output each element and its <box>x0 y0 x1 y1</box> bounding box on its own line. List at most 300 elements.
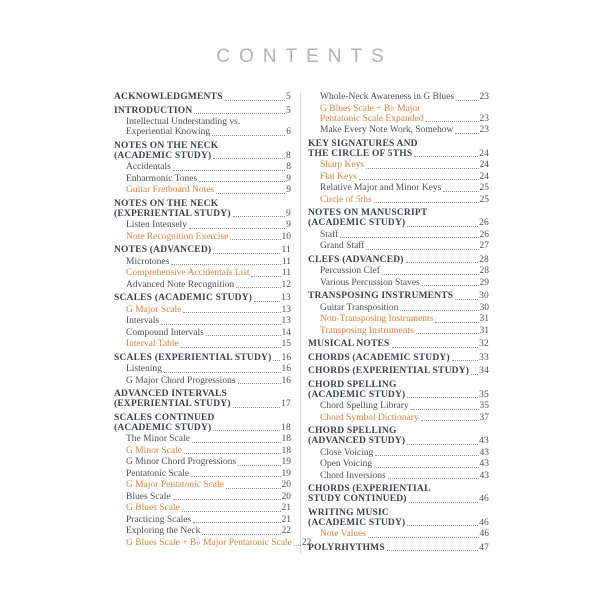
toc-entry-last-line <box>308 366 489 376</box>
toc-sub-entry <box>308 104 489 124</box>
dotted-leader <box>182 511 281 512</box>
toc-sub-entry <box>308 401 489 411</box>
toc-section-entry <box>308 380 489 400</box>
page-number: 24 <box>479 160 489 170</box>
toc-entry-last-line <box>126 469 291 479</box>
toc-sub-entry <box>114 376 291 386</box>
toc-entry-last-line <box>126 503 291 513</box>
toc-entry-title: Advanced Note Recognition <box>126 279 235 290</box>
dotted-leader <box>388 478 479 479</box>
toc-section-entry <box>308 339 489 349</box>
toc-entry-title: STUDY CONTINUED) <box>308 494 407 504</box>
toc-sub-entry <box>308 314 489 324</box>
toc-entry-last-line <box>126 457 291 467</box>
toc-entry-title: Staff <box>320 229 339 240</box>
toc-sub-entry <box>114 328 291 338</box>
toc-entry-title: Open Voicing <box>320 459 373 469</box>
dotted-leader <box>407 525 478 526</box>
page-number: 46 <box>479 517 489 528</box>
page-number: 23 <box>479 92 489 102</box>
toc-entry-title: Accidentals <box>126 162 171 172</box>
toc-entry-last-line <box>114 92 291 102</box>
toc-entry-title: Close Voicing <box>320 447 374 458</box>
toc-entry-title: G Minor Chord Progressions <box>126 457 237 467</box>
page-number: 24 <box>479 171 489 182</box>
toc-section-entry <box>308 255 489 265</box>
toc-entry-last-line <box>126 446 291 456</box>
dotted-leader <box>194 113 285 114</box>
toc-section-entry <box>308 208 489 228</box>
toc-section-entry <box>308 484 489 504</box>
dotted-leader <box>407 444 478 445</box>
toc-entry-title: Make Every Note Work, Somehow <box>320 125 454 135</box>
page-number: 16 <box>281 375 291 386</box>
toc-entry-last-line <box>126 339 291 349</box>
toc-entry-last-line <box>126 480 291 490</box>
dotted-leader <box>406 262 478 263</box>
toc-sub-entry <box>114 480 291 490</box>
toc-entry-title: (ADVANCED STUDY) <box>308 436 406 446</box>
toc-sub-entry <box>308 172 489 182</box>
toc-entry-last-line <box>308 518 489 528</box>
toc-entry-title: ACKNOWLEDGMENTS <box>114 92 223 102</box>
dotted-leader <box>216 193 285 194</box>
toc-entry-last-line <box>320 241 489 251</box>
toc-sub-entry <box>114 457 291 467</box>
toc-entry-line: ADVANCED INTERVALS <box>114 389 227 399</box>
toc-entry-last-line <box>126 232 291 242</box>
page-number: 19 <box>281 468 291 479</box>
toc-entry-title: Sharp Keys <box>320 160 365 170</box>
toc-sub-entry <box>114 305 291 315</box>
page-number: 21 <box>281 514 291 525</box>
toc-sub-entry <box>114 232 291 242</box>
dotted-leader <box>273 360 280 361</box>
toc-sub-entry <box>308 413 489 423</box>
toc-entry-title: Circle of 5ths <box>320 194 372 205</box>
toc-sub-entry <box>308 529 489 539</box>
dotted-leader <box>183 312 280 313</box>
dotted-leader <box>202 534 280 535</box>
dotted-leader <box>455 299 478 300</box>
page-number: 18 <box>281 434 291 444</box>
toc-sub-entry <box>308 266 489 276</box>
page-number: 20 <box>281 480 291 490</box>
toc-entry-line: NOTES ON MANUSCRIPT <box>308 208 428 218</box>
toc-entry-last-line <box>126 185 291 195</box>
toc-section-entry <box>114 141 291 161</box>
dotted-leader <box>471 374 478 375</box>
toc-entry-line: CHORD SPELLING <box>308 426 397 436</box>
toc-section-entry <box>114 389 291 409</box>
dotted-leader <box>425 121 478 122</box>
toc-entry-title: INTRODUCTION <box>114 105 193 116</box>
toc-entry-last-line <box>126 376 291 386</box>
toc-entry-title: The Minor Scale <box>126 434 190 444</box>
toc-entry-line: Intellectual Understanding vs. <box>126 117 241 127</box>
toc-entry-line: SCALES CONTINUED <box>114 412 215 423</box>
toc-entry-last-line <box>308 543 489 553</box>
toc-sub-entry <box>114 537 312 548</box>
page-number: 19 <box>281 457 291 467</box>
toc-entry-last-line <box>320 278 489 288</box>
dotted-leader <box>233 216 285 217</box>
toc-entry-title: Chord Inversions <box>320 470 386 481</box>
toc-entry-last-line <box>114 423 291 433</box>
toc-entry-title: CHORDS (EXPERIENTIAL STUDY) <box>308 366 470 376</box>
toc-entry-last-line <box>308 436 489 446</box>
toc-entry-last-line <box>320 125 489 135</box>
toc-section-entry <box>308 366 489 376</box>
toc-sub-entry <box>114 434 291 444</box>
toc-entry-last-line <box>308 390 489 400</box>
toc-section-entry <box>114 245 291 255</box>
toc-section-entry <box>308 426 489 446</box>
toc-section-entry <box>308 508 489 528</box>
toc-sub-entry <box>308 195 489 205</box>
toc-entry-title: THE CIRCLE OF 5THS <box>308 148 413 159</box>
toc-entry-title: Flat Keys <box>320 171 357 182</box>
dotted-leader <box>226 488 281 489</box>
page-number: 37 <box>479 412 489 423</box>
toc-entry-last-line <box>320 230 489 240</box>
toc-section-entry <box>114 413 291 433</box>
dotted-leader <box>435 322 478 323</box>
page-number: 22 <box>281 526 291 536</box>
page-number: 27 <box>479 241 489 251</box>
toc-entry-last-line <box>126 515 291 525</box>
toc-sub-entry <box>308 160 489 170</box>
toc-sub-entry <box>308 459 489 469</box>
page-number: 5 <box>286 105 291 116</box>
toc-entry-last-line <box>320 529 489 539</box>
toc-sub-entry <box>114 339 291 349</box>
page-number: 18 <box>281 422 291 433</box>
toc-entry-last-line <box>114 353 291 363</box>
page-number: 11 <box>281 256 291 267</box>
toc-entry-last-line <box>320 195 489 205</box>
page-number: 43 <box>479 436 489 446</box>
page-number: 11 <box>281 268 291 278</box>
toc-sub-entry <box>308 303 489 313</box>
toc-entry-line: WRITING MUSIC <box>308 507 389 518</box>
page-number: 9 <box>286 173 291 184</box>
dotted-leader <box>456 100 478 101</box>
page-number: 9 <box>286 185 291 195</box>
toc-entry-title: Pentatonic Scale Expanded <box>320 113 424 124</box>
toc-sub-entry <box>114 492 291 502</box>
toc-entry-last-line <box>308 291 489 301</box>
toc-entry-last-line <box>320 303 489 313</box>
toc-sub-entry <box>114 174 291 184</box>
page-number: 30 <box>479 291 489 301</box>
toc-section-entry <box>114 353 291 363</box>
dotted-leader <box>173 499 281 500</box>
dotted-leader <box>387 550 478 551</box>
toc-entry-title: TRANSPOSING INSTRUMENTS <box>308 291 454 301</box>
toc-entry-title: (EXPERIENTIAL STUDY) <box>114 399 231 409</box>
toc-sub-entry <box>308 471 489 481</box>
toc-entry-title: Non-Transposing Instruments <box>320 314 434 324</box>
page-number: 10 <box>281 231 291 242</box>
toc-entry-title: Compound Intervals <box>126 327 204 338</box>
dotted-leader <box>206 335 281 336</box>
dotted-leader <box>236 287 280 288</box>
page-number: 8 <box>286 162 291 172</box>
toc-entry-line: NOTES ON THE NECK <box>114 140 219 151</box>
toc-entry-last-line <box>320 401 489 411</box>
dotted-leader <box>392 347 479 348</box>
toc-entry-title: CLEFS (ADVANCED) <box>308 254 404 265</box>
dotted-leader <box>366 249 478 250</box>
toc-sub-entry <box>308 230 489 240</box>
page-number: 29 <box>479 277 489 288</box>
toc-entry-title: G Blues Scale + B♭ Major Pentatonic Scale <box>126 537 292 548</box>
dotted-leader <box>366 168 478 169</box>
page-number: 17 <box>281 399 291 409</box>
toc-entry-title: Listen Intensely <box>126 220 187 230</box>
toc-entry-last-line <box>126 305 291 315</box>
dotted-leader <box>407 397 478 398</box>
page-number: 13 <box>281 316 291 326</box>
toc-sub-entry <box>114 446 291 456</box>
toc-section-entry <box>308 353 489 363</box>
dotted-leader <box>254 301 280 302</box>
dotted-leader <box>359 179 479 180</box>
toc-entry-title: Pentatonic Scale <box>126 468 190 479</box>
toc-sub-entry <box>114 185 291 195</box>
toc-entry-title: Microtones <box>126 256 170 267</box>
page-number: 35 <box>479 389 489 400</box>
toc-entry-title: (ACADEMIC STUDY) <box>114 150 212 161</box>
toc-entry-line: NOTES ON THE NECK <box>114 198 219 209</box>
toc-entry-title: Exploring the Neck <box>126 526 201 536</box>
page-number: 13 <box>281 293 291 303</box>
page-number: 13 <box>281 304 291 315</box>
toc-sub-entry <box>114 515 291 525</box>
toc-entry-last-line <box>320 471 489 481</box>
dotted-leader <box>409 502 478 503</box>
toc-sub-entry <box>114 257 291 267</box>
toc-entry-title: (ACADEMIC STUDY) <box>114 422 212 433</box>
toc-entry-last-line <box>126 364 291 374</box>
toc-entry-title: Grand Staff <box>320 241 365 251</box>
toc-entry-title: Note Recognition Exercise <box>126 231 229 242</box>
page-number: 26 <box>479 218 489 228</box>
toc-entry-title: G Major Chord Progressions <box>126 375 236 386</box>
dotted-leader <box>375 455 478 456</box>
toc-entry-last-line <box>126 257 291 267</box>
toc-entry-title: (ACADEMIC STUDY) <box>308 517 406 528</box>
toc-entry-title: Experiential Knowing <box>126 127 211 137</box>
dotted-leader <box>238 383 281 384</box>
toc-entry-title: Transposing Instruments <box>320 325 414 336</box>
toc-entry-title: Percussion Clef <box>320 266 380 276</box>
toc-entry-line: KEY SIGNATURES AND <box>308 138 418 149</box>
toc-sub-entry <box>308 448 489 458</box>
toc-sub-entry <box>114 526 291 536</box>
toc-entry-title: Comprehensive Accidentals List <box>126 268 250 278</box>
dotted-leader <box>382 274 479 275</box>
dotted-leader <box>189 228 285 229</box>
toc-column-right <box>308 92 489 554</box>
toc-sub-entry <box>114 162 291 172</box>
toc-entry-last-line <box>126 127 291 137</box>
toc-entry-last-line <box>308 494 489 504</box>
page-number: 11 <box>281 245 291 255</box>
toc-entry-title: Enharmonic Tones <box>126 173 198 184</box>
toc-sub-entry <box>114 220 291 230</box>
toc-sub-entry <box>114 364 291 374</box>
dotted-leader <box>452 360 478 361</box>
toc-entry-title: Whole-Neck Awareness in G Blues <box>320 92 455 102</box>
toc-entry-title: Guitar Transposition <box>320 302 399 313</box>
dotted-leader <box>411 409 479 410</box>
dotted-leader <box>374 202 479 203</box>
page-number: 20 <box>281 491 291 502</box>
toc-entry-last-line <box>126 492 291 502</box>
toc-sub-entry <box>114 316 291 326</box>
page-number: 46 <box>479 529 489 539</box>
toc-entry-last-line <box>320 92 489 102</box>
toc-sub-entry <box>308 241 489 251</box>
toc-entry-title: Intervals <box>126 316 160 326</box>
toc-entry-last-line <box>126 220 291 230</box>
toc-entry-last-line <box>126 526 291 536</box>
toc-entry-title: Practicing Scales <box>126 514 192 525</box>
dotted-leader <box>374 467 478 468</box>
toc-entry-line: G Blues Scale + B♭ Major <box>320 103 421 114</box>
dotted-leader <box>191 476 280 477</box>
dotted-leader <box>251 276 280 277</box>
dotted-leader <box>455 133 478 134</box>
toc-entry-last-line <box>308 149 489 159</box>
toc-entry-last-line <box>320 183 489 193</box>
dotted-leader <box>225 100 285 101</box>
toc-entry-title: NOTES (ADVANCED) <box>114 245 212 255</box>
dotted-leader <box>233 407 280 408</box>
page-number: 43 <box>479 447 489 458</box>
toc-entry-title: Listening <box>126 364 162 374</box>
page-title: CONTENTS <box>216 46 393 67</box>
toc-entry-last-line <box>126 434 291 444</box>
toc-section-entry <box>114 199 291 219</box>
dotted-leader <box>212 135 285 136</box>
page-number: 28 <box>479 254 489 265</box>
page-number: 5 <box>286 92 291 102</box>
dotted-leader <box>443 191 478 192</box>
toc-entry-title: Interval Table <box>126 339 179 349</box>
dotted-leader <box>414 156 478 157</box>
page-number: 28 <box>479 266 489 276</box>
page-number: 33 <box>479 352 489 363</box>
toc-entry-last-line <box>126 537 312 548</box>
toc-entry-title: Various Percussion Staves <box>320 277 420 288</box>
toc-entry-last-line <box>320 266 489 276</box>
dotted-leader <box>422 285 479 286</box>
page-number: 25 <box>479 183 489 193</box>
page-number: 47 <box>479 542 489 553</box>
dotted-leader <box>213 430 280 431</box>
toc-entry-title: MUSICAL NOTES <box>308 339 390 349</box>
toc-entry-last-line <box>126 174 291 184</box>
toc-entry-last-line <box>320 459 489 469</box>
toc-entry-last-line <box>320 413 489 423</box>
toc-sub-entry <box>308 326 489 336</box>
toc-entry-title: SCALES (ACADEMIC STUDY) <box>114 293 253 303</box>
dotted-leader <box>213 253 280 254</box>
toc-entry-last-line <box>320 326 489 336</box>
toc-entry-title: Chord Spelling Library <box>320 401 409 411</box>
toc-entry-last-line <box>126 268 291 278</box>
dotted-leader <box>230 239 280 240</box>
page-number: 31 <box>479 314 489 324</box>
page-number: 8 <box>286 150 291 161</box>
toc-entry-title: Guitar Fretboard Notes <box>126 185 215 195</box>
dotted-leader <box>199 181 285 182</box>
toc-entry-last-line <box>320 114 489 124</box>
toc-entry-last-line <box>114 106 291 116</box>
toc-sub-entry <box>114 268 291 278</box>
page-number: 46 <box>479 494 489 504</box>
dotted-leader <box>407 226 478 227</box>
toc-entry-last-line <box>320 314 489 324</box>
page-number: 23 <box>479 125 489 135</box>
toc-section-entry <box>114 106 291 116</box>
dotted-leader <box>368 537 479 538</box>
toc-entry-title: SCALES (EXPERIENTIAL STUDY) <box>114 352 272 363</box>
toc-entry-last-line <box>308 255 489 265</box>
toc-sub-entry <box>308 278 489 288</box>
toc-entry-last-line <box>114 151 291 161</box>
toc-sub-entry <box>308 125 489 135</box>
dotted-leader <box>238 465 280 466</box>
dotted-leader <box>192 442 281 443</box>
toc-entry-title: Note Values <box>320 529 366 539</box>
dotted-leader <box>294 545 301 546</box>
toc-entry-title: Relative Major and Minor Keys <box>320 183 442 193</box>
dotted-leader <box>193 522 280 523</box>
dotted-leader <box>161 324 280 325</box>
toc-entry-last-line <box>320 160 489 170</box>
page-number: 31 <box>479 325 489 336</box>
toc-entry-title: G Major Scale <box>126 304 182 315</box>
toc-sub-entry <box>308 92 489 102</box>
dotted-leader <box>400 310 478 311</box>
toc-entry-line: CHORD SPELLING <box>308 379 397 390</box>
dotted-leader <box>421 420 479 421</box>
page-number: 9 <box>286 220 291 230</box>
toc-entry-title: POLYRHYTHMS <box>308 542 385 553</box>
page-number: 12 <box>281 279 291 290</box>
page-number: 34 <box>479 366 490 376</box>
toc-section-entry <box>308 139 489 159</box>
page-number: 15 <box>281 339 291 349</box>
toc-entry-line: CHORDS (EXPERIENTIAL <box>308 484 431 494</box>
page-number: 25 <box>479 194 489 205</box>
page-number: 32 <box>479 339 489 349</box>
page-number: 23 <box>479 113 489 124</box>
toc-sub-entry <box>114 280 291 290</box>
column-divider <box>300 92 301 554</box>
page-number: 30 <box>479 302 489 313</box>
page-number: 22 <box>301 537 312 548</box>
page-number: 6 <box>286 127 291 137</box>
toc-entry-title: G Minor Scale <box>126 445 182 456</box>
toc-section-entry <box>308 291 489 301</box>
toc-entry-last-line <box>126 328 291 338</box>
toc-entry-last-line <box>308 218 489 228</box>
